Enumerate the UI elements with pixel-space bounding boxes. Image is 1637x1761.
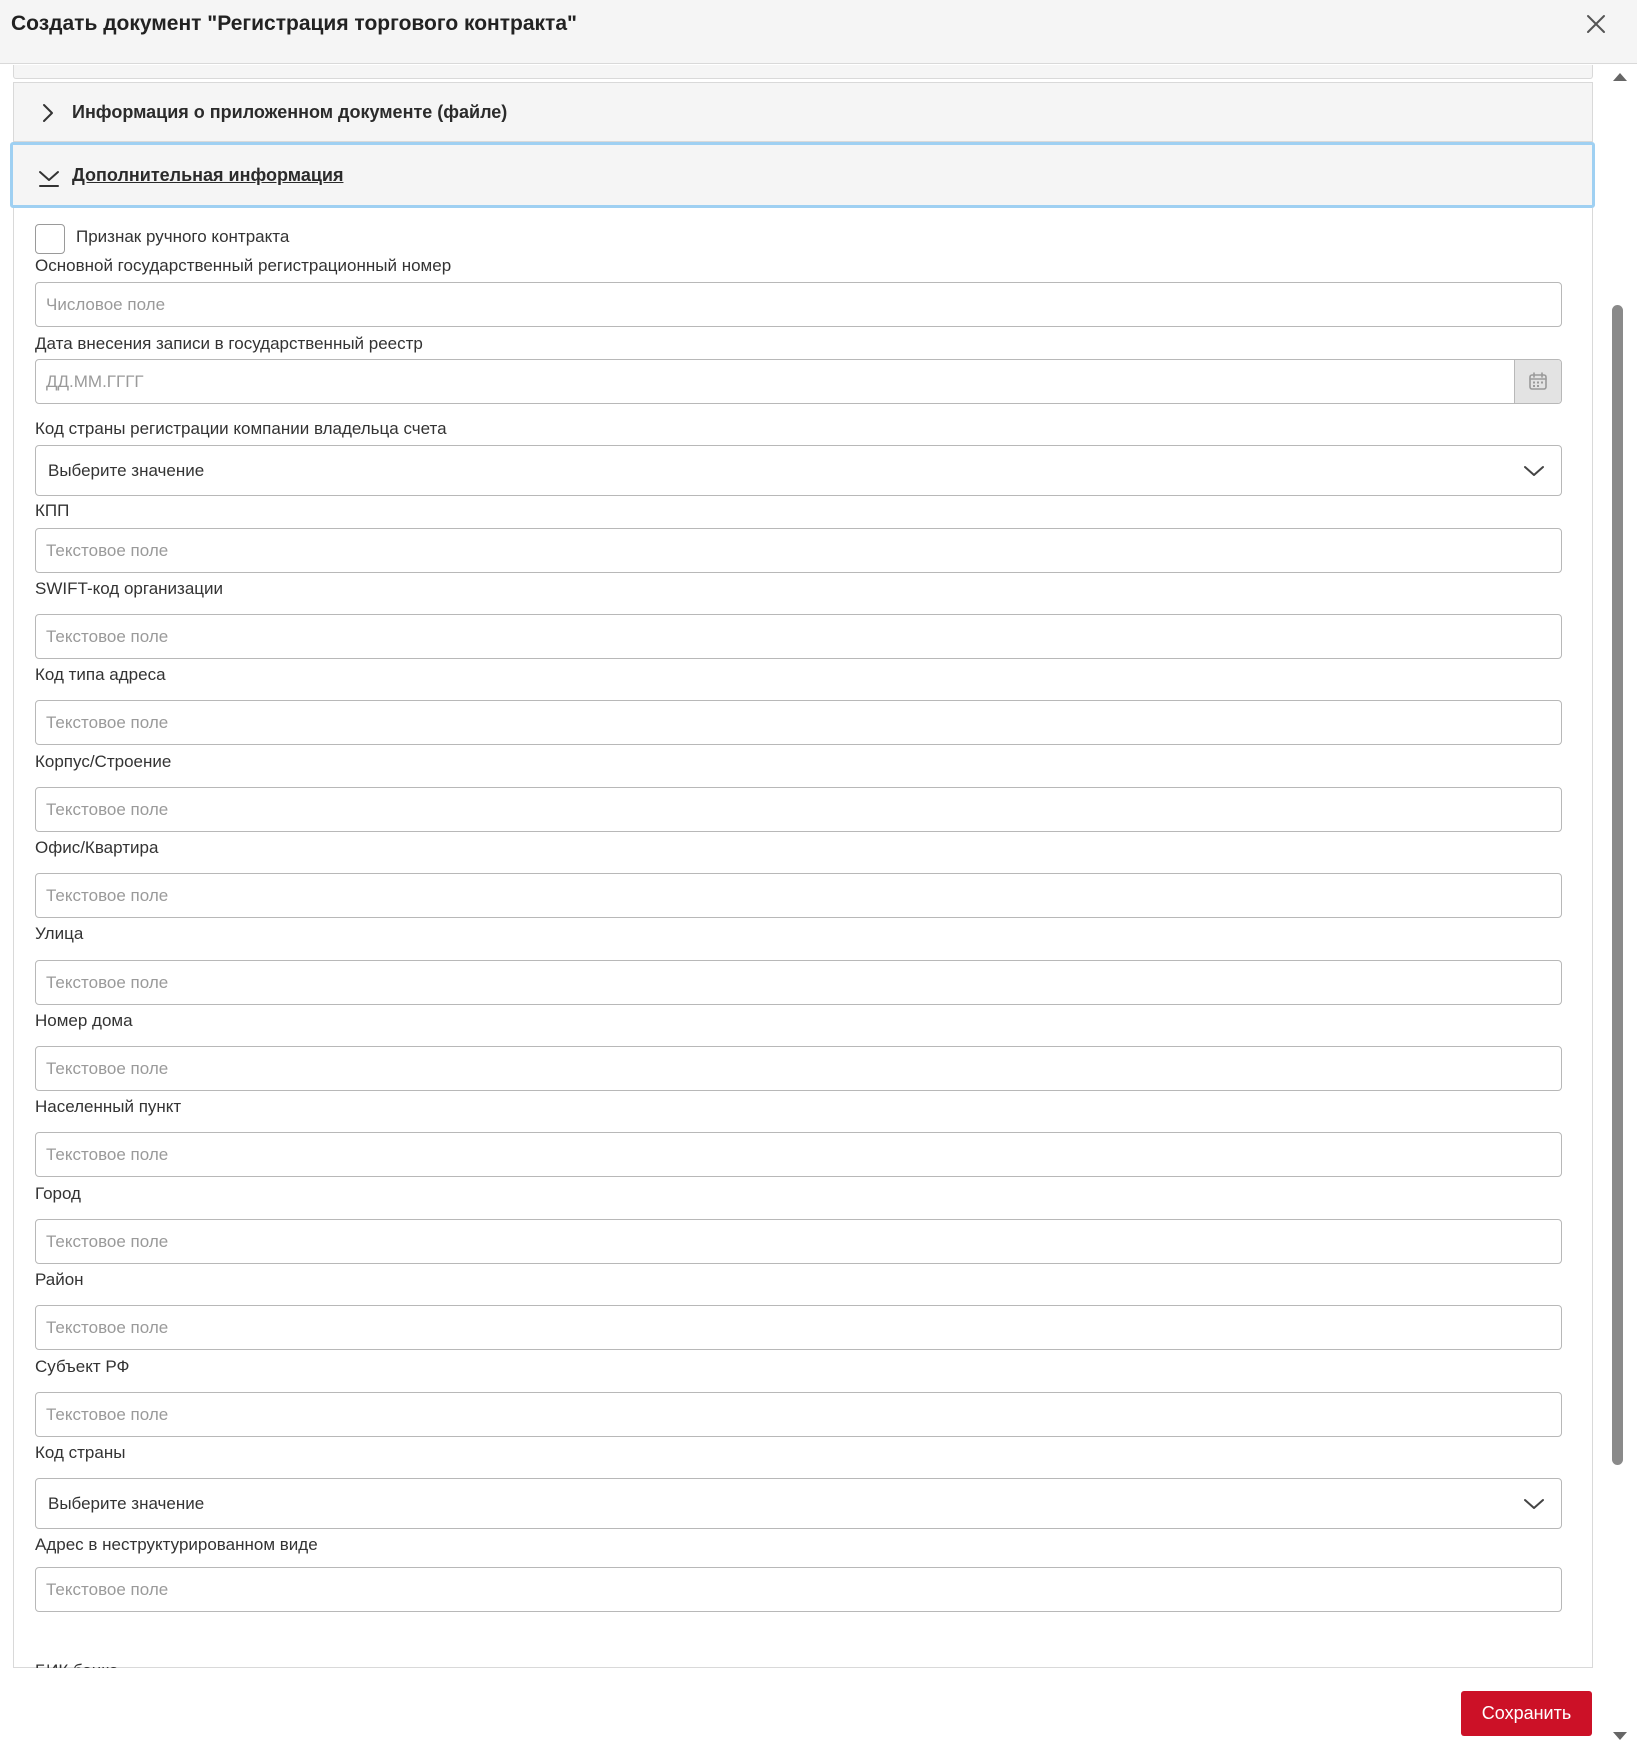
- unstructured-address-label: Адрес в неструктурированном виде: [35, 1535, 318, 1554]
- country-code-select[interactable]: [35, 1478, 1562, 1529]
- chevron-down-icon: [1523, 1496, 1545, 1512]
- manual-contract-checkbox[interactable]: [35, 224, 65, 254]
- chevron-right-icon: [38, 103, 58, 123]
- region-field: [35, 1392, 1562, 1437]
- district-field: [35, 1305, 1562, 1350]
- additional-info-form: [13, 208, 1593, 1668]
- dialog-content[interactable]: [0, 65, 1613, 1668]
- calendar-button[interactable]: [1514, 360, 1561, 403]
- chevron-down-icon: [38, 166, 58, 186]
- street-field: [35, 960, 1562, 1005]
- swift-input[interactable]: [36, 615, 1561, 658]
- accordion-additional-info[interactable]: [10, 142, 1595, 208]
- region-input[interactable]: [36, 1393, 1561, 1436]
- address-type-input[interactable]: [36, 701, 1561, 744]
- unstructured-address-input[interactable]: [36, 1568, 1561, 1611]
- swift-field: [35, 614, 1562, 659]
- house-field: [35, 1046, 1562, 1091]
- house-label: Номер дома: [35, 1011, 133, 1030]
- city-label: Город: [35, 1184, 81, 1203]
- locality-label: Населенный пункт: [35, 1097, 182, 1116]
- building-field: [35, 787, 1562, 832]
- kpp-field: [35, 528, 1562, 573]
- vertical-scrollbar[interactable]: [1609, 65, 1631, 1745]
- house-input[interactable]: [36, 1047, 1561, 1090]
- region-label: Субъект РФ: [35, 1357, 130, 1376]
- street-input[interactable]: [36, 961, 1561, 1004]
- office-label: Офис/Квартира: [35, 838, 159, 857]
- dialog-header: [0, 0, 1637, 64]
- previous-section-edge: [13, 65, 1593, 79]
- locality-input[interactable]: [36, 1133, 1561, 1176]
- scroll-down-arrow-icon[interactable]: [1613, 1732, 1627, 1740]
- close-icon[interactable]: [1582, 10, 1610, 38]
- accordion-attached-document[interactable]: [13, 82, 1593, 142]
- dialog-title: Создать документ "Регистрация торгового контракта": [11, 12, 577, 35]
- city-field: [35, 1219, 1562, 1264]
- reg-date-input[interactable]: [36, 360, 1514, 403]
- district-label: Район: [35, 1270, 84, 1289]
- dialog-footer: [0, 1668, 1609, 1761]
- reg-date-label: Дата внесения записи в государственный реестр: [35, 334, 423, 353]
- owner-country-code-label: Код страны регистрации компании владельца счета: [35, 419, 447, 438]
- scroll-up-arrow-icon[interactable]: [1613, 73, 1627, 81]
- district-input[interactable]: [36, 1306, 1561, 1349]
- reg-date-field: [35, 359, 1562, 404]
- unstructured-address-field: [35, 1567, 1562, 1612]
- save-button[interactable]: Сохранить: [1461, 1691, 1592, 1736]
- building-label: Корпус/Строение: [35, 752, 172, 771]
- ogrn-label: Основной государственный регистрационный номер: [35, 256, 452, 275]
- locality-field: [35, 1132, 1562, 1177]
- kpp-input[interactable]: [36, 529, 1561, 572]
- office-input[interactable]: [36, 874, 1561, 917]
- office-field: [35, 873, 1562, 918]
- street-label: Улица: [35, 924, 84, 943]
- calendar-icon: [1528, 371, 1548, 391]
- country-code-label: Код страны: [35, 1443, 126, 1462]
- accordion-attached-document-title: Информация о приложенном документе (файле): [72, 102, 508, 122]
- building-input[interactable]: [36, 788, 1561, 831]
- address-type-label: Код типа адреса: [35, 665, 166, 684]
- ogrn-input[interactable]: [36, 283, 1561, 326]
- ogrn-field: [35, 282, 1562, 327]
- city-input[interactable]: [36, 1220, 1561, 1263]
- accordion-additional-info-title: Дополнительная информация: [72, 165, 344, 185]
- address-type-field: [35, 700, 1562, 745]
- kpp-label: КПП: [35, 501, 70, 520]
- scrollbar-thumb[interactable]: [1612, 305, 1623, 1465]
- manual-contract-label: Признак ручного контракта: [76, 227, 290, 246]
- country-code-value: Выберите значение: [48, 1494, 205, 1513]
- owner-country-code-value: Выберите значение: [48, 461, 205, 480]
- owner-country-code-select[interactable]: [35, 445, 1562, 496]
- swift-label: SWIFT-код организации: [35, 579, 224, 598]
- chevron-down-icon: [1523, 463, 1545, 479]
